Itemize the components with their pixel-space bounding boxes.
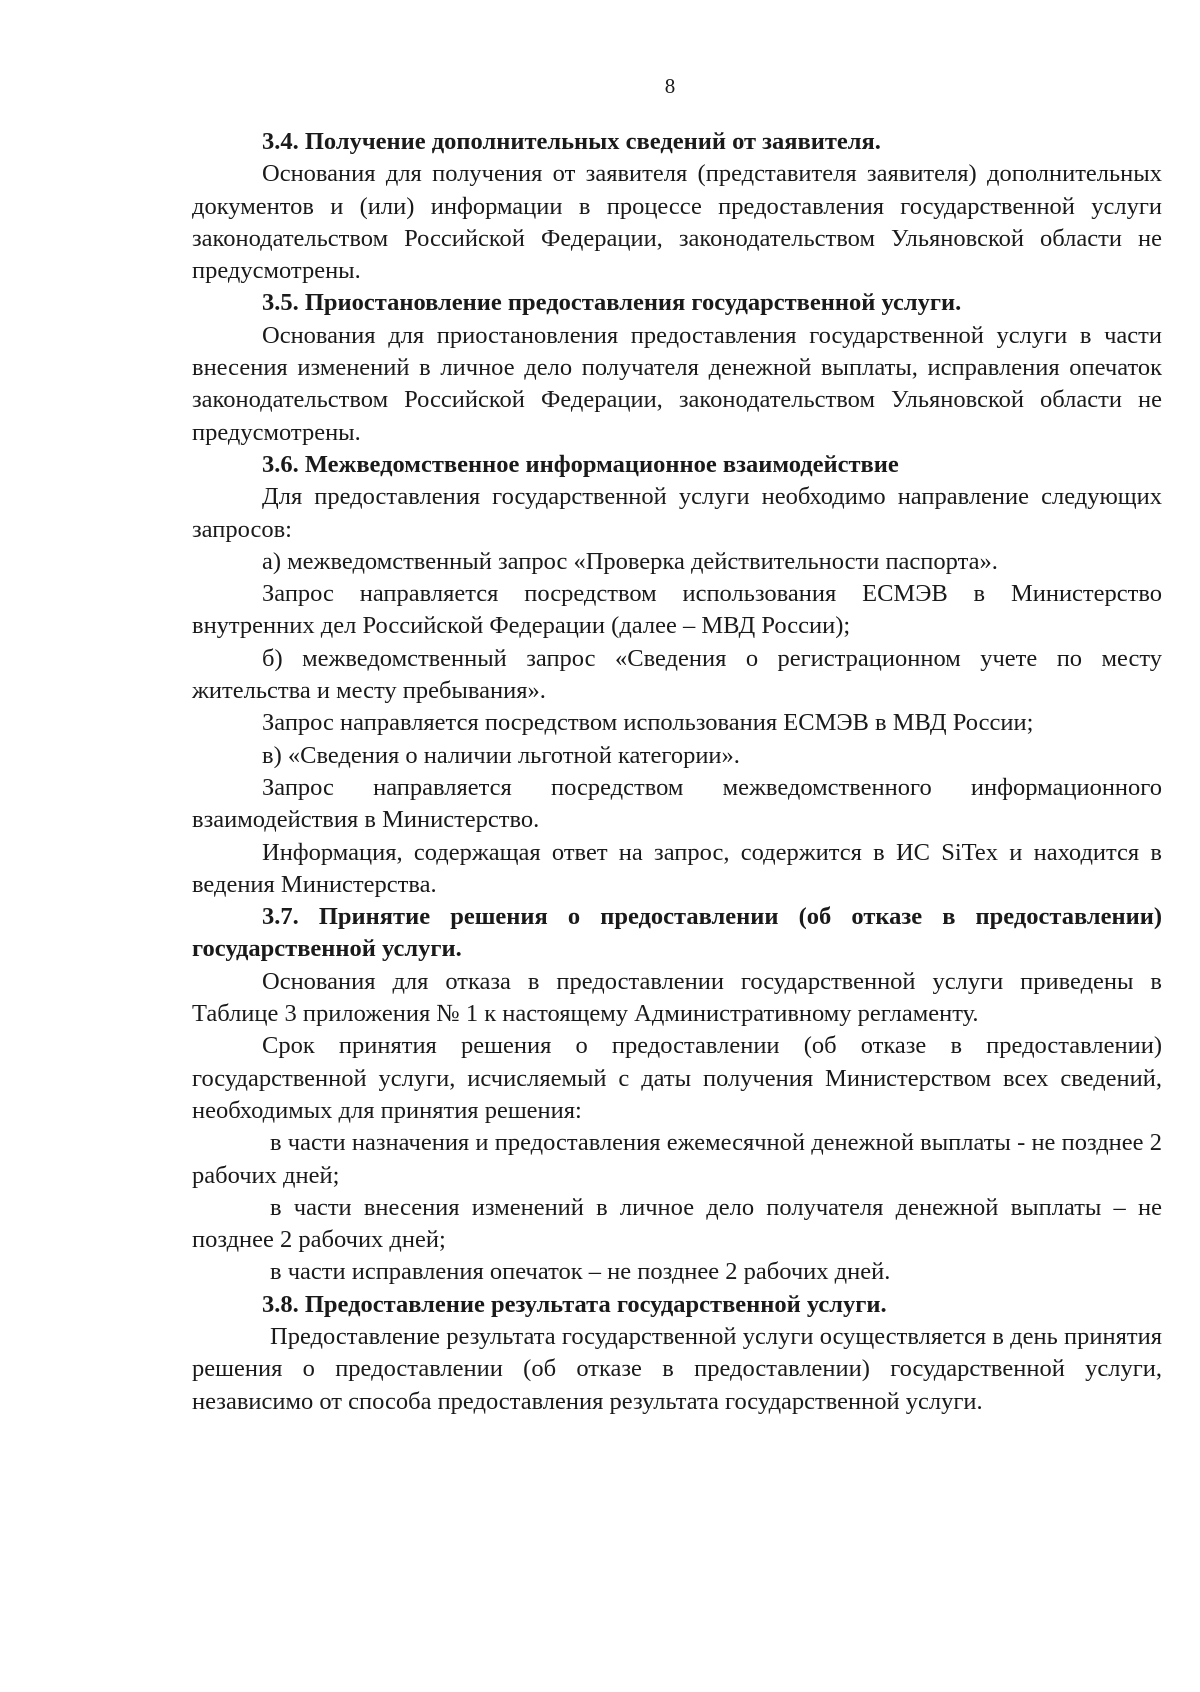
paragraph: Основания для приостановления предоставления государственной услуги в части внесения изменений в личное дело получателя денежной выплаты, исправления опечаток законодательством Российской Федерации, законодательством Ульяновской области не предусмотрены. — [192, 321, 1162, 446]
page-number: 8 — [664, 74, 676, 98]
paragraph: в части внесения изменений в личное дело получателя денежной выплаты – не позднее 2 рабочих дней; — [192, 1193, 1162, 1254]
paragraph: Основания для получения от заявителя (представителя заявителя) дополнительных документов и (или) информации в процессе предоставления государственной услуги законодательством Российской Федерации, законодательством Ульяновской области не предусмотрены. — [192, 160, 1162, 285]
paragraph: в части исправления опечаток – не позднее 2 рабочих дней. — [270, 1258, 891, 1286]
section-heading: 3.4. Получение дополнительных сведений от заявителя. — [262, 128, 881, 155]
paragraph: Информация, содержащая ответ на запрос, содержится в ИС SiTex и находится в ведения Министерства. — [192, 838, 1162, 898]
section-heading: 3.5. Приостановление предоставления государственной услуги. — [262, 289, 962, 317]
paragraph: в) «Сведения о наличии льготной категории». — [262, 741, 740, 769]
section-heading: 3.6. Межведомственное информационное взаимодействие — [262, 450, 899, 478]
paragraph: а) межведомственный запрос «Проверка действительности паспорта». — [262, 547, 998, 575]
paragraph: Запрос направляется посредством использования ЕСМЭВ в Министерство внутренних дел Российской Федерации (далее – МВД России); — [192, 580, 1162, 640]
paragraph: Основания для отказа в предоставлении государственной услуги приведены в Таблице 3 приложения № 1 к настоящему Административному регламенту. — [192, 967, 1162, 1028]
paragraph: Запрос направляется посредством использования ЕСМЭВ в МВД России; — [262, 709, 1034, 737]
paragraph: в части назначения и предоставления ежемесячной денежной выплаты - не позднее 2 рабочих дней; — [192, 1129, 1162, 1189]
document-body — [192, 126, 1162, 1418]
paragraph: Для предоставления государственной услуги необходимо направление следующих запросов: — [192, 483, 1162, 543]
paragraph: Предоставление результата государственной услуги осуществляется в день принятия решения о предоставлении (об отказе в предоставлении) государственной услуги, независимо от способа предоставления результата государственной услуги. — [192, 1322, 1162, 1415]
section-heading: 3.8. Предоставление результата государственной услуги. — [262, 1290, 887, 1318]
section-heading: 3.7. Принятие решения о предоставлении (об отказе в предоставлении) государственной услуги. — [192, 903, 1162, 963]
paragraph: Запрос направляется посредством межведомственного информационного взаимодействия в Министерство. — [192, 773, 1162, 834]
paragraph: б) межведомственный запрос «Сведения о регистрационном учете по месту жительства и месту пребывания». — [192, 644, 1162, 705]
paragraph: Срок принятия решения о предоставлении (об отказе в предоставлении) государственной услуги, исчисляемый с даты получения Министерством всех сведений, необходимых для принятия решения: — [192, 1032, 1162, 1124]
